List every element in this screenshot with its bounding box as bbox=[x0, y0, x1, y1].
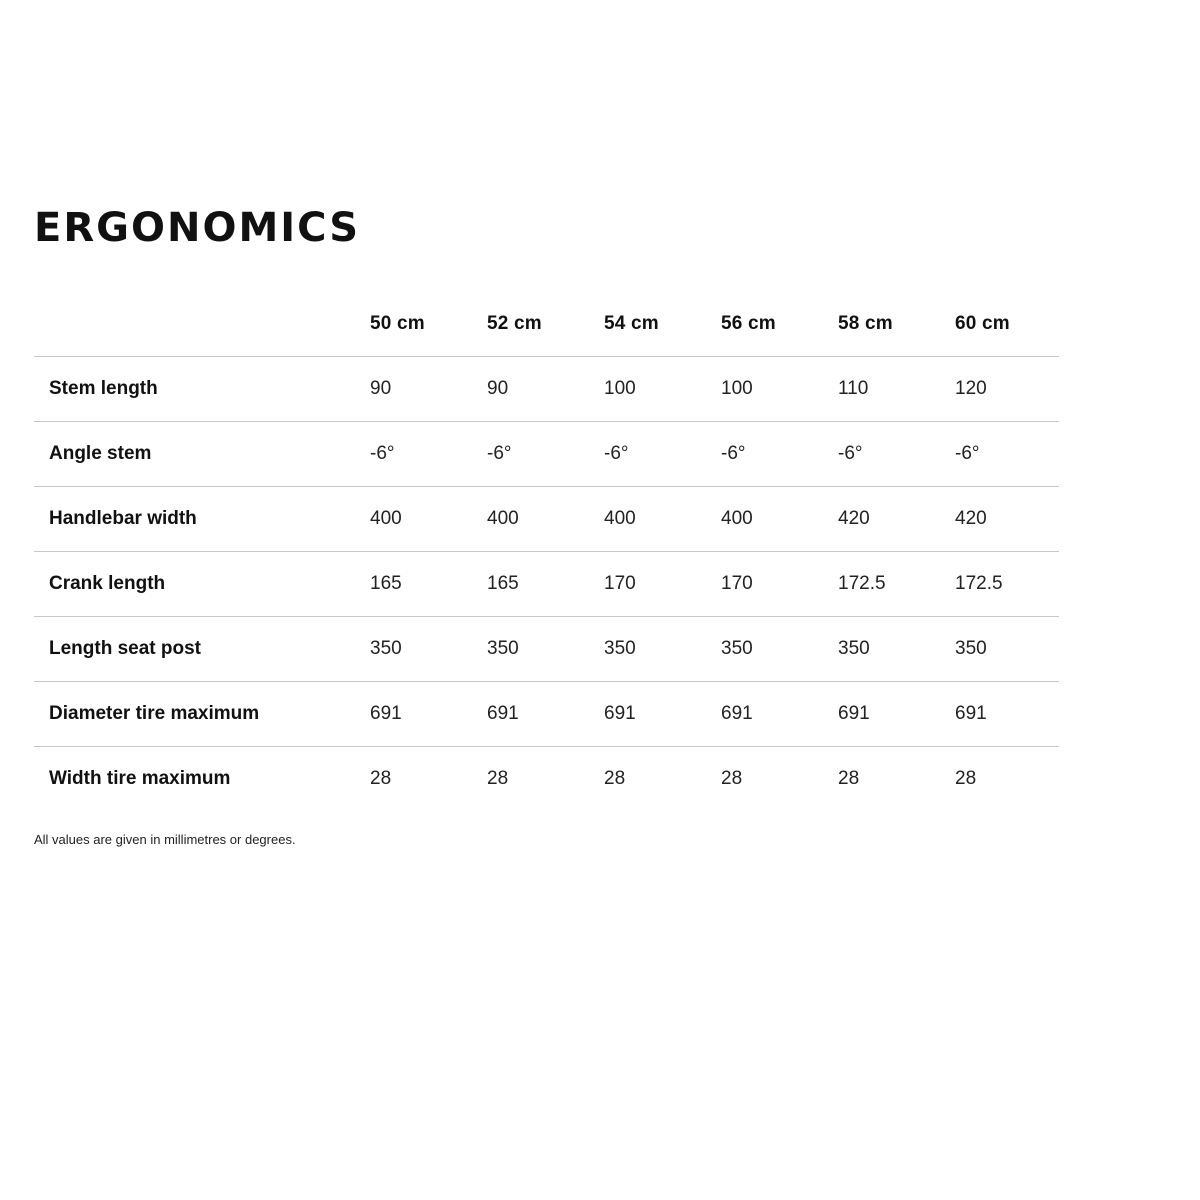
table-cell: 90 bbox=[370, 356, 487, 421]
table-cell: 172.5 bbox=[955, 551, 1059, 616]
table-row bbox=[34, 356, 1059, 421]
column-header: 56 cm bbox=[721, 292, 838, 356]
table-cell: -6° bbox=[721, 421, 838, 486]
table-cell: 350 bbox=[487, 616, 604, 681]
table-cell: 691 bbox=[604, 681, 721, 746]
table-row bbox=[34, 486, 1059, 551]
column-header: 52 cm bbox=[487, 292, 604, 356]
table-row bbox=[34, 421, 1059, 486]
table-cell: 691 bbox=[487, 681, 604, 746]
table-cell: 400 bbox=[370, 486, 487, 551]
table-cell: 691 bbox=[370, 681, 487, 746]
table-cell: 120 bbox=[955, 356, 1059, 421]
table-cell: 110 bbox=[838, 356, 955, 421]
table-cell: -6° bbox=[955, 421, 1059, 486]
row-label: Angle stem bbox=[34, 421, 370, 486]
table-cell: 170 bbox=[721, 551, 838, 616]
table-cell: 28 bbox=[370, 767, 392, 789]
table-cell: 100 bbox=[721, 356, 838, 421]
row-label: Stem length bbox=[34, 356, 370, 421]
table-cell: 165 bbox=[370, 551, 487, 616]
footnote: All values are given in millimetres or degrees. bbox=[34, 832, 296, 847]
table-cell: -6° bbox=[370, 421, 487, 486]
table-cell: 420 bbox=[955, 486, 1059, 551]
table-cell: 350 bbox=[604, 616, 721, 681]
table-cell: 28 bbox=[721, 767, 743, 789]
header-label-cell bbox=[34, 292, 370, 356]
table-cell: -6° bbox=[487, 421, 604, 486]
table-cell: 400 bbox=[487, 486, 604, 551]
row-label: Diameter tire maximum bbox=[34, 681, 370, 746]
table-cell: -6° bbox=[838, 421, 955, 486]
table-cell: -6° bbox=[604, 421, 721, 486]
row-label: Width tire maximum bbox=[49, 767, 231, 789]
row-label: Handlebar width bbox=[34, 486, 370, 551]
ergonomics-table bbox=[34, 292, 1059, 811]
table-cell: 691 bbox=[838, 681, 955, 746]
table-cell: 350 bbox=[370, 616, 487, 681]
table-cell: 28 bbox=[955, 767, 977, 789]
table-row bbox=[34, 551, 1059, 616]
table-cell: 691 bbox=[721, 681, 838, 746]
table-cell: 400 bbox=[604, 486, 721, 551]
column-header: 50 cm bbox=[370, 292, 487, 356]
table-cell: 350 bbox=[955, 616, 1059, 681]
table-cell: 165 bbox=[487, 551, 604, 616]
row-label: Crank length bbox=[34, 551, 370, 616]
table-cell: 28 bbox=[604, 767, 626, 789]
table-cell: 170 bbox=[604, 551, 721, 616]
table-row bbox=[34, 746, 1059, 811]
table-cell: 350 bbox=[721, 616, 838, 681]
table-row bbox=[34, 616, 1059, 681]
table-cell: 28 bbox=[487, 767, 509, 789]
table-cell: 400 bbox=[721, 486, 838, 551]
table-header-row bbox=[34, 292, 1059, 356]
table-cell: 420 bbox=[838, 486, 955, 551]
table-cell: 691 bbox=[955, 681, 1059, 746]
column-header: 60 cm bbox=[955, 292, 1059, 356]
table-cell: 350 bbox=[838, 616, 955, 681]
table-cell: 100 bbox=[604, 356, 721, 421]
table-cell: 90 bbox=[487, 356, 604, 421]
row-label: Length seat post bbox=[34, 616, 370, 681]
column-header: 54 cm bbox=[604, 292, 721, 356]
table-cell: 172.5 bbox=[838, 551, 955, 616]
table-row bbox=[34, 681, 1059, 746]
column-header: 58 cm bbox=[838, 292, 955, 356]
page-title: ERGONOMICS bbox=[34, 205, 361, 251]
table-cell: 28 bbox=[838, 767, 860, 789]
